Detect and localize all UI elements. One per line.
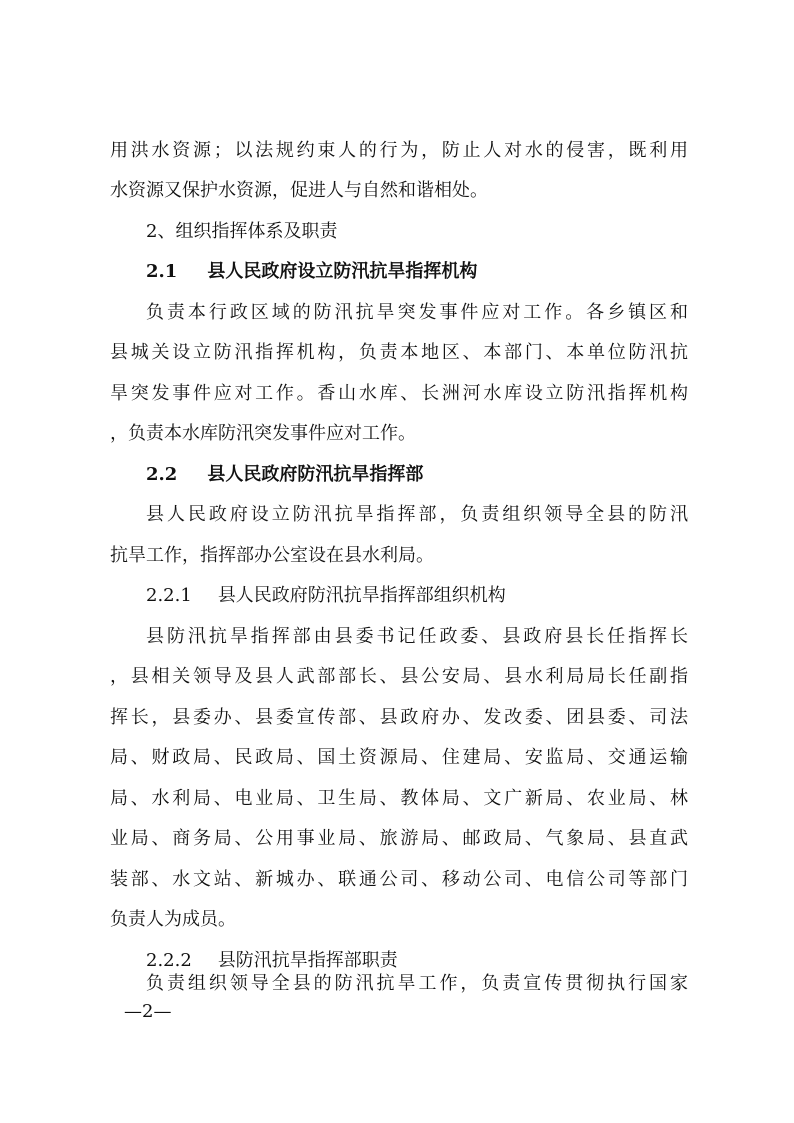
paragraph-line: 水资源又保护水资源，促进人与自然和谐相处。 xyxy=(110,180,488,201)
paragraph-line: 县人民政府设立防汛抗旱指挥部，负责组织领导全县的防汛 xyxy=(146,504,688,525)
heading-number: 2.2 xyxy=(146,464,178,485)
paragraph-line: 抗旱工作，指挥部办公室设在县水利局。 xyxy=(110,545,434,566)
paragraph-line: 旱突发事件应对工作。香山水库、长洲河水库设立防汛指挥机构 xyxy=(110,383,688,404)
page-number: —2— xyxy=(124,1001,172,1022)
paragraph-line: 局、财政局、民政局、国土资源局、住建局、安监局、交通运输 xyxy=(110,747,688,768)
paragraph-line: 负责组织领导全县的防汛抗旱工作，负责宣传贯彻执行国家 xyxy=(146,973,688,994)
paragraph-line: 负责人为成员。 xyxy=(110,909,236,930)
paragraph-line: 用洪水资源；以法规约束人的行为，防止人对水的侵害，既利用 xyxy=(110,140,688,161)
heading-title: 县人民政府防汛抗旱指挥部 xyxy=(207,464,424,485)
section-heading: 2、组织指挥体系及职责 xyxy=(146,221,338,242)
heading-number: 2.1 xyxy=(146,261,178,282)
paragraph-line: 业局、商务局、公用事业局、旅游局、邮政局、气象局、县直武 xyxy=(110,828,688,849)
paragraph-line: 装部、水文站、新城办、联通公司、移动公司、电信公司等部门 xyxy=(110,869,688,890)
paragraph-line: ，负责本水库防汛突发事件应对工作。 xyxy=(110,423,416,444)
paragraph-line: 县城关设立防汛指挥机构，负责本地区、本部门、本单位防汛抗 xyxy=(110,342,688,363)
paragraph-line: ，县相关领导及县人武部部长、县公安局、县水利局局长任副指 xyxy=(110,666,688,687)
heading-title: 县防汛抗旱指挥部职责 xyxy=(217,950,398,971)
heading-number: 2.2.1 xyxy=(146,585,192,606)
subsection-heading-2-2 xyxy=(0,455,794,495)
paragraph-line: 局、水利局、电业局、卫生局、教体局、文广新局、农业局、林 xyxy=(110,788,688,809)
heading-number: 2.2.2 xyxy=(146,950,192,971)
heading-title: 县人民政府防汛抗旱指挥部组织机构 xyxy=(217,585,506,606)
subsection-heading-2-2-1 xyxy=(0,576,794,616)
paragraph-line: 县防汛抗旱指挥部由县委书记任政委、县政府县长任指挥长 xyxy=(146,626,688,647)
paragraph-line: 挥长，县委办、县委宣传部、县政府办、发改委、团县委、司法 xyxy=(110,707,688,728)
subsection-heading-2-1 xyxy=(0,252,794,292)
paragraph-line: 负责本行政区域的防汛抗旱突发事件应对工作。各乡镇区和 xyxy=(146,302,688,323)
heading-title: 县人民政府设立防汛抗旱指挥机构 xyxy=(207,261,478,282)
